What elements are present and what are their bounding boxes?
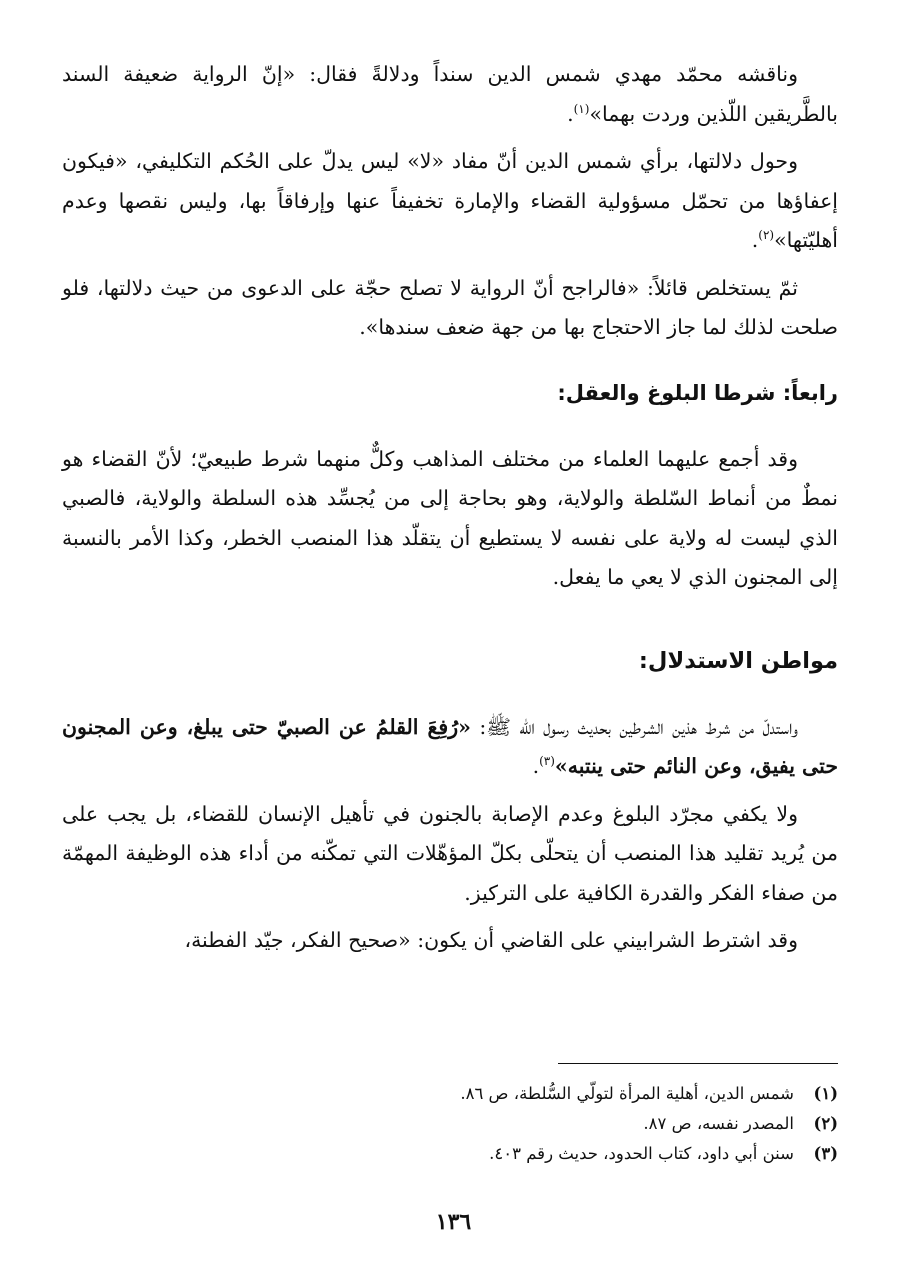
paragraph-5-lead: واستدلّ من شرط هذين الشرطين بحديث رسول الله ﷺ: xyxy=(470,714,798,739)
section-heading-puberty-sanity: رابعاً: شرطا البلوغ والعقل: xyxy=(557,380,838,405)
paragraph-3: ثمّ يستخلص قائلاً: «فالراجح أنّ الرواية لا تصلح حجّة على الدعوى من حيث دلالتها، فلو صلحت لذلك لما جاز الاحتجاج بها من جهة ضعف سندها». xyxy=(62,275,838,339)
paragraph-2-end: . xyxy=(751,228,759,252)
footnote-2 xyxy=(62,1109,838,1139)
paragraph-7: وقد اشترط الشرابيني على القاضي أن يكون: «صحيح الفكر، جيّد الفطنة، xyxy=(184,928,798,952)
footnote-separator xyxy=(558,1063,838,1064)
paragraph-1-text: وناقشه محمّد مهدي شمس الدين سنداً ودلالةً فقال: «إنّ الرواية ضعيفة السند بالطَّريقين اللّذين وردت بهما» xyxy=(62,62,838,126)
footnote-1-number: (١) xyxy=(813,1084,838,1103)
page-number: ١٣٦ xyxy=(435,1209,472,1235)
footnote-1-text: شمس الدين، أهلية المرأة لتولّي السُّلطة، ص ٨٦. xyxy=(460,1084,794,1103)
paragraph-5-end: . xyxy=(532,754,540,778)
footnote-2-text: المصدر نفسه، ص ٨٧. xyxy=(643,1114,794,1133)
footnote-3-number: (٣) xyxy=(813,1144,838,1163)
paragraph-5 xyxy=(62,708,838,787)
footnote-1 xyxy=(62,1079,838,1109)
section-heading-evidence: مواطن الاستدلال: xyxy=(638,647,838,674)
footnote-3 xyxy=(62,1139,838,1169)
paragraph-4: وقد أجمع عليهما العلماء من مختلف المذاهب وكلٌّ منهما شرط طبيعيّ؛ لأنّ القضاء هو نمطٌ من أنماط السّلطة والولاية، وهو بحاجة إلى من يُجسِّد هذه السلطة والولاية، فالصبي الذي ليست له ولاية على نفسه لا يستطيع أن يتقلّد هذا المنصب الخطر، وكذا الأمر بالنسبة إلى المجنون الذي لا يعي ما يفعل. xyxy=(62,446,838,589)
footnotes xyxy=(62,1079,838,1169)
footnote-ref-2: (٢) xyxy=(758,228,775,243)
paragraph-2 xyxy=(62,142,838,261)
hadith-quote: «رُفِعَ القلمُ عن الصبيّ حتى يبلغ، وعن المجنون حتى يفيق، وعن النائم حتى ينتبه» xyxy=(62,714,838,778)
footnote-3-text: سنن أبي داود، كتاب الحدود، حديث رقم ٤٠٣. xyxy=(489,1144,794,1163)
paragraph-2-text: وحول دلالتها، برأي شمس الدين أنّ مفاد «لا» ليس يدلّ على الحُكم التكليفي، «فيكون إعفاؤها من تحمّل مسؤولية القضاء والإمارة تخفيفاً عنها وإرفاقاً بها، وليس نقصها وعدم أهليّتها» xyxy=(62,149,838,252)
paragraph-1-end: . xyxy=(567,101,574,126)
main-text xyxy=(62,55,838,975)
footnote-2-number: (٢) xyxy=(813,1114,838,1133)
paragraph-1 xyxy=(62,55,838,134)
footnote-ref-1: (١) xyxy=(573,101,590,116)
footnote-ref-3: (٣) xyxy=(539,754,555,769)
paragraph-6: ولا يكفي مجرّد البلوغ وعدم الإصابة بالجنون في تأهيل الإنسان للقضاء، بل يجب على من يُريد تقليد هذا المنصب أن يتحلّى بكلّ المؤهّلات التي تمكّنه من أداء هذه الوظيفة المهمّة من صفاء الفكر والقدرة الكافية على التركيز. xyxy=(62,801,838,905)
